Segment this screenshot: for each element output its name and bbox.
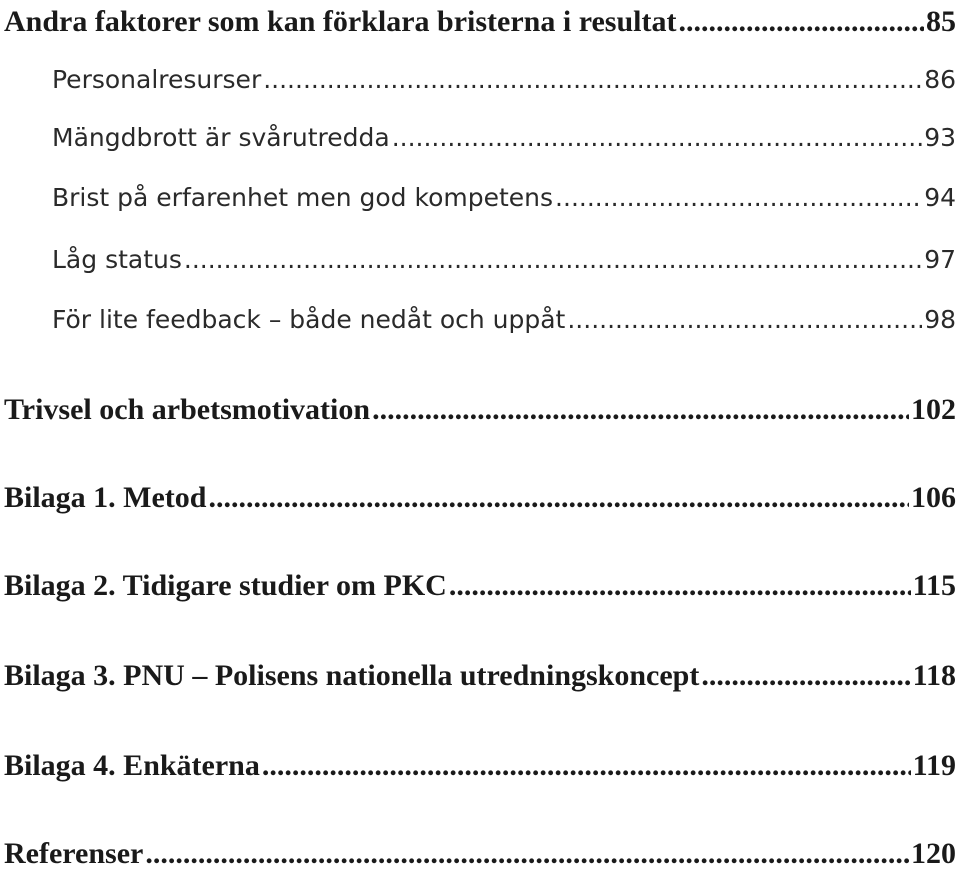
toc-entry-page: 93 [924,123,956,152]
toc-entry-page: 119 [912,749,956,782]
toc-entry-page: 94 [924,183,956,212]
toc-entry-page: 115 [912,569,956,602]
toc-entry-trivsel [4,390,956,430]
toc-entry-bilaga-2 [4,566,956,606]
toc-entry-bilaga-4 [4,746,956,786]
toc-entry-page: 106 [911,481,956,514]
toc-dot-leader [678,2,924,42]
toc-entry-bilaga-3 [4,656,956,696]
toc-entry-page: 102 [911,393,956,426]
toc-dot-leader [184,240,922,280]
toc-entry-title: Brist på erfarenhet men god kompetens [52,183,554,212]
toc-entry-page: 118 [912,659,956,692]
toc-dot-leader [701,656,910,696]
toc-entry-title: Andra faktorer som kan förklara bristerna i resultat [4,5,677,38]
toc-entry-for-lite-feedback [52,300,956,340]
toc-dot-leader [392,118,922,158]
toc-dot-leader [555,178,922,218]
toc-dot-leader [209,478,910,518]
toc-entry-bilaga-1 [4,478,956,518]
toc-entry-title: Trivsel och arbetsmotivation [4,393,371,426]
toc-dot-leader [449,566,911,606]
toc-entry-page: 120 [911,837,956,870]
toc-entry-page: 97 [924,245,956,274]
toc-entry-page: 85 [926,5,956,38]
toc-entry-page: 86 [924,65,956,94]
toc-entry-page: 98 [924,305,956,334]
toc-entry-brist-pa-erfarenhet [52,178,956,218]
toc-dot-leader [263,60,922,100]
toc-entry-mangdbrott [52,118,956,158]
toc-dot-leader [262,746,911,786]
toc-entry-referenser [4,834,956,874]
toc-entry-title: Referenser [4,837,144,870]
toc-entry-personalresurser [52,60,956,100]
toc-entry-title: Bilaga 1. Metod [4,481,207,514]
toc-entry-title: För lite feedback – både nedåt och uppåt [52,305,566,334]
toc-dot-leader [567,300,922,340]
toc-entry-lag-status [52,240,956,280]
toc-entry-title: Mängdbrott är svårutredda [52,123,390,152]
toc-entry-andra-faktorer [4,2,956,42]
toc-entry-title: Låg status [52,245,182,274]
toc-dot-leader [145,834,909,874]
toc-entry-title: Bilaga 2. Tidigare studier om PKC [4,569,447,602]
toc-entry-title: Bilaga 3. PNU – Polisens nationella utredningskoncept [4,659,700,692]
toc-entry-title: Bilaga 4. Enkäterna [4,749,260,782]
toc-dot-leader [372,390,909,430]
toc-entry-title: Personalresurser [52,65,262,94]
